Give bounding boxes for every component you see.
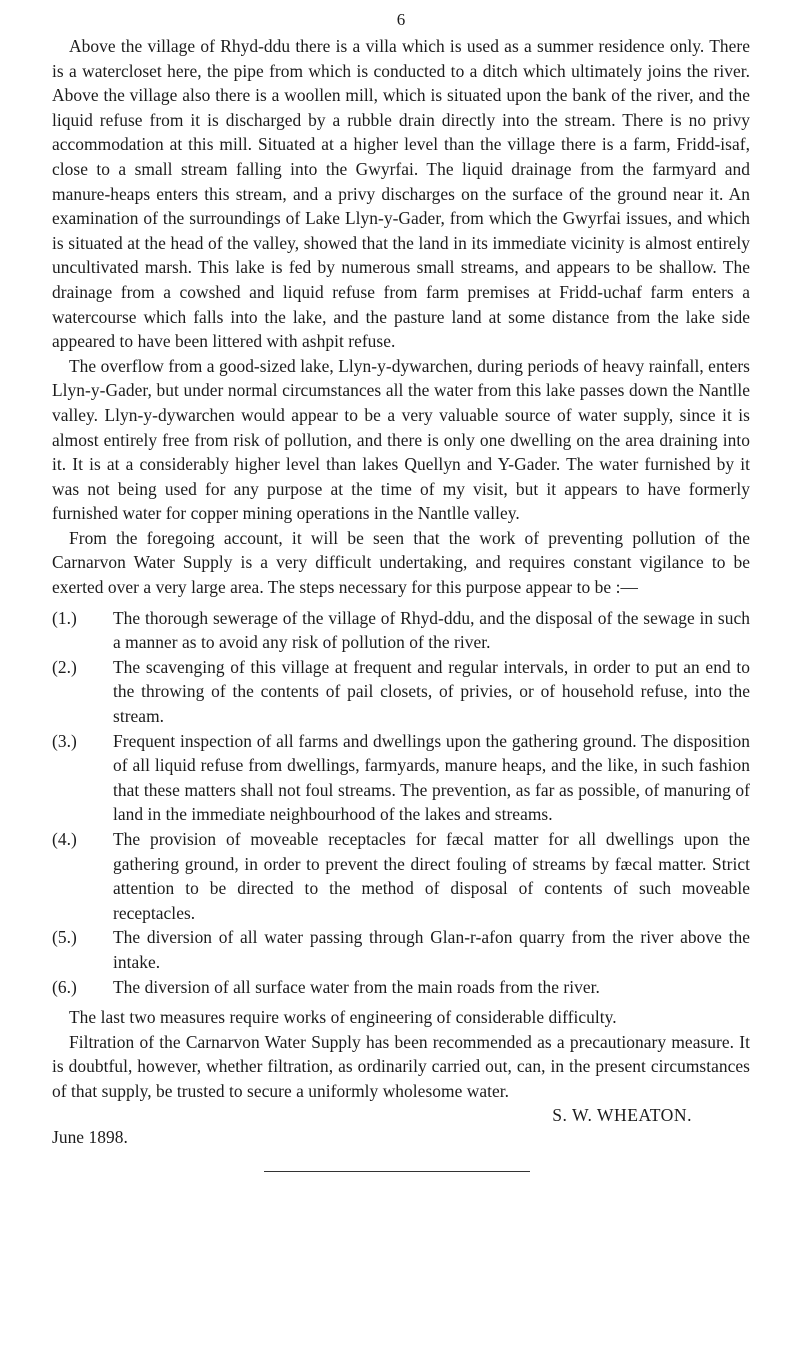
paragraph-llyn-y-dywarchen: The overflow from a good-sized lake, Llyn-y-dywarchen, during periods of heavy rainfall, enters Llyn-y-Gader, but under normal circumstances all the water from this lake passes down the Nantlle valley. Llyn-y-dywarchen would appear to be a very valuable source of water supply, since it is almost entirely free from risk of pollution, and there is only one dwelling on the area draining into it. It is at a considerably higher level than lakes Quellyn and Y-Gader. The water furnished by it was not being used for any purpose at the time of my visit, but it appears to have formerly furnished water for copper mining operations in the Nantlle valley. [52,355,750,524]
list-item-number: (5.) [52,927,77,948]
list-item-text: Frequent inspection of all farms and dwellings upon the gathering ground. The disposition of all liquid refuse from dwellings, farmyards, manure heaps, and the like, in such fashion that these matters shall not foul streams. The prevention, as far as possible, of manuring of land in the immediate neighbourhood of the lakes and streams. [113,730,750,825]
date: June 1898. [52,1126,128,1147]
list-item-number: (2.) [52,656,77,677]
list-item-number: (6.) [52,976,77,997]
list-item-text: The scavenging of this village at frequent and regular intervals, in order to put an end to the throwing of the contents of pail closets, of privies, or of household refuse, into the stream. [113,656,750,727]
paragraph-filtration: Filtration of the Carnarvon Water Supply has been recommended as a precautionary measure. It is doubtful, however, whether filtration, as ordinarily carried out, can, in the present circumstances of that supply, be trusted to secure a uniformly wholesome water. [52,1031,750,1101]
list-item [52,606,750,655]
list-item-text: The thorough sewerage of the village of Rhyd-ddu, and the disposal of the sewage in such a manner as to avoid any risk of pollution of the river. [113,607,750,653]
list-item-text: The diversion of all surface water from the main roads from the river. [113,976,600,997]
list-item [52,925,750,974]
document-page [52,10,750,1172]
list-item-number: (1.) [52,607,77,628]
list-item [52,729,750,827]
list-item [52,975,750,1000]
page-number: 6 [396,10,406,29]
list-item-number: (4.) [52,829,77,849]
paragraph-rhyd-ddu: Above the village of Rhyd-ddu there is a villa which is used as a summer residence only. There is a watercloset here, the pipe from which is conducted to a ditch which ultimately joins the river. Above the village also there is a woollen mill, which is situated upon the bank of the river, and the liquid refuse from it is discharged by a rubble drain directly into the stream. There is no privy accommodation at this mill. Situated at a higher level than the village there is a farm, Fridd-isaf, close to a small stream falling into the Gwyrfai. The liquid drainage from the farmyard and manure-heaps enters this stream, and a privy discharges on the surface of the ground near it. An examination of the surroundings of Lake Llyn-y-Gader, from which the Gwyrfai issues, and which is situated at the head of the valley, showed that the land in its immediate vicinity is almost entirely uncultivated marsh. This lake is fed by numerous small streams, and appears to be shallow. The drainage from a cowshed and liquid refuse from farm premises at Fridd-uchaf farm enters a watercourse which falls into the lake, and the pasture land at some distance from the lake side appeared to have been littered with ashpit refuse. [52,36,750,352]
paragraph-last-two-measures: The last two measures require works of engineering of considerable difficulty. [69,1007,617,1028]
closing-rule [264,1171,530,1172]
signature: S. W. WHEATON. [552,1104,692,1125]
list-item-text: The diversion of all water passing through Glan-r-afon quarry from the river above the intake. [113,927,750,972]
steps-list [52,606,750,1000]
list-item-number: (3.) [52,730,77,751]
list-item [52,827,750,925]
paragraph-foregoing-account: From the foregoing account, it will be seen that the work of preventing pollution of the Carnarvon Water Supply is a very difficult undertaking, and requires constant vigilance to be exerted over a very large area. The steps necessary for this purpose appear to be :— [52,527,750,598]
list-item [52,655,750,729]
list-item-text: The provision of moveable receptacles for fæcal matter for all dwellings upon the gathering ground, in order to prevent the direct fouling of streams by fæcal matter. Strict attention to be directed to the method of disposal of contents of such moveable receptacles. [113,829,750,923]
